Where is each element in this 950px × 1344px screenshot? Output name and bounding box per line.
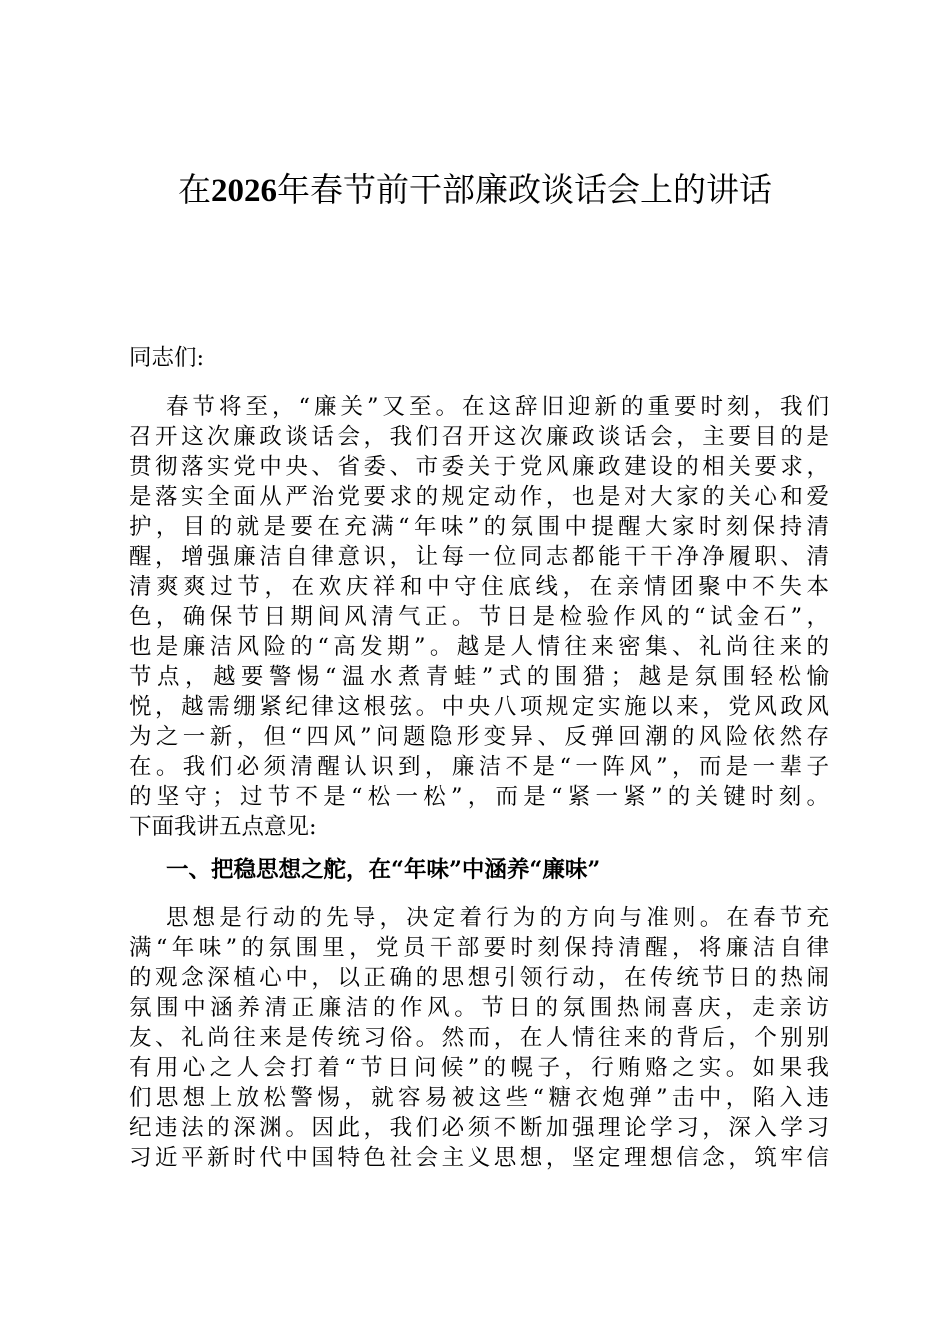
paragraph-line: 纪违法的深渊。因此，我们必须不断加强理论学习，深入学习 (129, 1115, 829, 1141)
paragraph-intro (129, 392, 829, 842)
paragraph-line: 召开这次廉政谈话会，我们召开这次廉政谈话会，主要目的是 (129, 424, 829, 450)
paragraph-line: 满“年味”的氛围里，党员干部要时刻保持清醒，将廉洁自律 (129, 935, 829, 961)
section-heading-text: 一、把稳思想之舵，在“年味”中涵养“廉味” (166, 857, 601, 883)
paragraph-line: 贯彻落实党中央、省委、市委关于党风廉政建设的相关要求， (129, 454, 829, 480)
greeting-text: 同志们: (129, 345, 205, 371)
paragraph-line: 的观念深植心中，以正确的思想引领行动，在传统节日的热闹 (129, 965, 829, 991)
paragraph-line: 节点，越要警惕“温水煮青蛙”式的围猎；越是氛围轻松愉 (129, 664, 829, 690)
paragraph-line: 的坚守；过节不是“松一松”，而是“紧一紧”的关键时刻。 (129, 784, 829, 810)
paragraph-line: 在。我们必须清醒认识到，廉洁不是“一阵风”，而是一辈子 (129, 754, 829, 780)
paragraph-line: 习近平新时代中国特色社会主义思想，坚定理想信念，筑牢信 (129, 1145, 829, 1171)
title-year: 2026 (211, 173, 277, 209)
greeting (129, 343, 829, 373)
paragraph-line: 思想是行动的先导，决定着行为的方向与准则。在春节充 (166, 905, 829, 931)
paragraph-line: 是落实全面从严治党要求的规定动作，也是对大家的关心和爱 (129, 484, 829, 510)
paragraph-line: 下面我讲五点意见: (129, 814, 317, 840)
paragraph-line: 春节将至，“廉关”又至。在这辞旧迎新的重要时刻，我们 (166, 394, 829, 420)
paragraph-line: 氛围中涵养清正廉洁的作风。节日的氛围热闹喜庆，走亲访 (129, 995, 829, 1021)
paragraph-line: 护，目的就是要在充满“年味”的氛围中提醒大家时刻保持清 (129, 514, 829, 540)
title-prefix: 在 (178, 170, 211, 209)
document-title (60, 166, 890, 215)
paragraph-line: 为之一新，但“四风”问题隐形变异、反弹回潮的风险依然存 (129, 724, 829, 750)
title-suffix: 年春节前干部廉政谈话会上的讲话 (277, 170, 772, 209)
paragraph-section-1 (129, 903, 829, 1173)
paragraph-line: 醒，增强廉洁自律意识，让每一位同志都能干干净净履职、清 (129, 544, 829, 570)
paragraph-line: 们思想上放松警惕，就容易被这些“糖衣炮弹”击中，陷入违 (129, 1085, 829, 1111)
section-heading-1 (129, 855, 829, 885)
paragraph-line: 清爽爽过节，在欢庆祥和中守住底线，在亲情团聚中不失本 (129, 574, 829, 600)
paragraph-line: 有用心之人会打着“节日问候”的幌子，行贿赂之实。如果我 (129, 1055, 829, 1081)
paragraph-line: 色，确保节日期间风清气正。节日是检验作风的“试金石”， (129, 604, 829, 630)
paragraph-line: 悦，越需绷紧纪律这根弦。中央八项规定实施以来，党风政风 (129, 694, 829, 720)
paragraph-line: 友、礼尚往来是传统习俗。然而，在人情往来的背后，个别别 (129, 1025, 829, 1051)
paragraph-line: 也是廉洁风险的“高发期”。越是人情往来密集、礼尚往来的 (129, 634, 829, 660)
